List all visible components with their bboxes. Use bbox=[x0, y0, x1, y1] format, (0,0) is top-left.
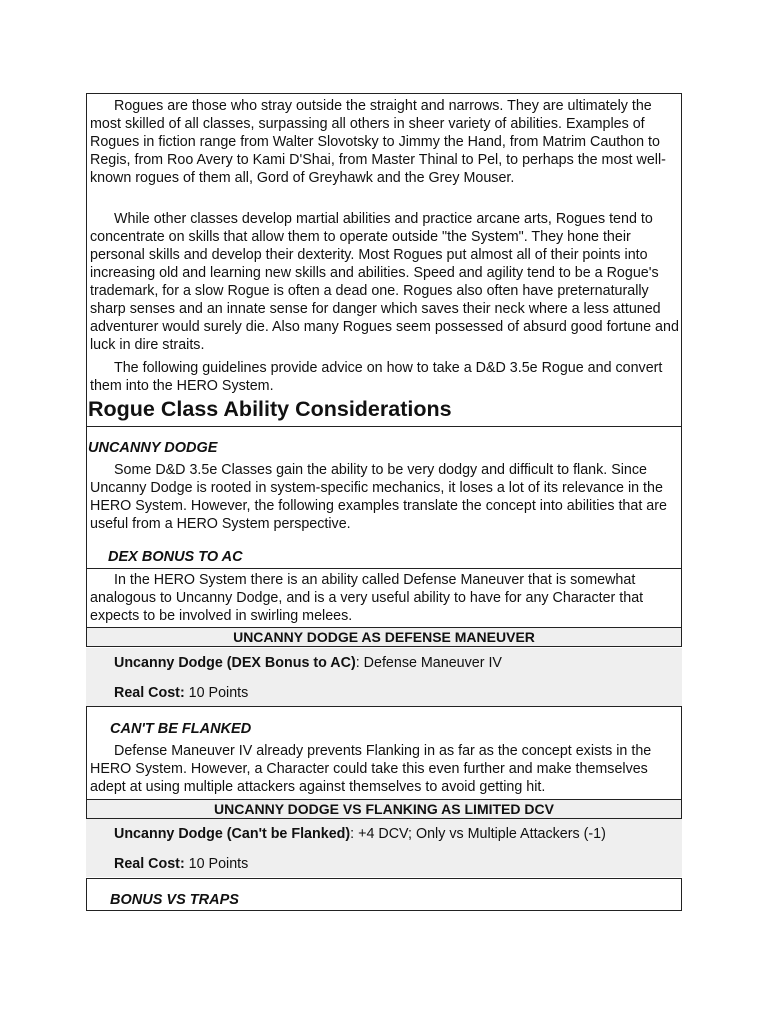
dex-cost-label: Real Cost: bbox=[114, 685, 185, 701]
dex-bonus-heading: DEX BONUS TO AC bbox=[108, 549, 243, 565]
uncanny-dodge-heading: UNCANNY DODGE bbox=[88, 440, 218, 456]
dex-cost-line bbox=[114, 684, 248, 702]
flank-heading: CAN'T BE FLANKED bbox=[110, 721, 252, 737]
flank-table-header: UNCANNY DODGE VS FLANKING AS LIMITED DCV bbox=[86, 799, 682, 819]
flank-stat-value: : +4 DCV; Only vs Multiple Attackers (-1) bbox=[350, 826, 606, 842]
dex-stat-name: Uncanny Dodge (DEX Bonus to AC) bbox=[114, 655, 356, 671]
dex-cost-value: 10 Points bbox=[184, 685, 249, 701]
uncanny-dodge-body: Some D&D 3.5e Classes gain the ability to be very dodgy and difficult to flank. Since Uncanny Dodge is rooted in system-specific mechanics, it loses a lot of its relevance in the HERO System. However, the following examples translate the concept into abilities that are useful from a HERO System perspective. bbox=[90, 462, 667, 532]
dex-stat-value: : Defense Maneuver IV bbox=[355, 655, 502, 671]
flank-cost-label: Real Cost: bbox=[114, 856, 185, 872]
flank-stat-line bbox=[114, 825, 606, 843]
flank-cost-value: 10 Points bbox=[184, 856, 249, 872]
flank-body: Defense Maneuver IV already prevents Flanking in as far as the concept exists in the HERO System. However, a Character could take this even further and make themselves adept at using multiple attackers against themselves to avoid getting hit. bbox=[90, 743, 652, 795]
intro-paragraph-1: Rogues are those who stray outside the straight and narrows. They are ultimately the most skilled of all classes, surpassing all others in sheer variety of abilities. Examples of Rogues in fiction range from Walter Slovotsky to Jimmy the Hand, from Matrim Cauthon to Regis, from Roo Avery to Kami D'Shai, from Master Thinal to Pel, to perhaps the most well-known rogues of them all, Gord of Greyhawk and the Grey Mouser. bbox=[90, 98, 666, 186]
intro-paragraph-3: The following guidelines provide advice on how to take a D&D 3.5e Rogue and convert them into the HERO System. bbox=[90, 360, 663, 394]
flank-stat-name: Uncanny Dodge (Can't be Flanked) bbox=[114, 826, 351, 842]
dex-bonus-body: In the HERO System there is an ability called Defense Maneuver that is somewhat analogous to Uncanny Dodge, and is a very useful ability to have for any Character that expects to be involved in swirling melees. bbox=[90, 572, 644, 624]
traps-heading: BONUS VS TRAPS bbox=[110, 892, 239, 908]
intro-paragraph-2: While other classes develop martial abilities and practice arcane arts, Rogues tend to concentrate on skills that allow them to operate outside "the System". They hone their personal skills and develop their dexterity. Most Rogues put almost all of their points into increasing old and learning new skills and abilities. Speed and agility tend to be a Rogue's trademark, for a slow Rogue is often a dead one. Rogues also often have preternaturally sharp senses and an innate sense for danger which saves their neck where a less attuned adventurer would surely die. Also many Rogues seem possessed of absurd good fortune and luck in dire straits. bbox=[90, 211, 679, 353]
flank-cost-line bbox=[114, 855, 248, 873]
section-title: Rogue Class Ability Considerations bbox=[88, 397, 452, 421]
dex-table-header: UNCANNY DODGE AS DEFENSE MANEUVER bbox=[86, 627, 682, 647]
dex-stat-line bbox=[114, 654, 502, 672]
